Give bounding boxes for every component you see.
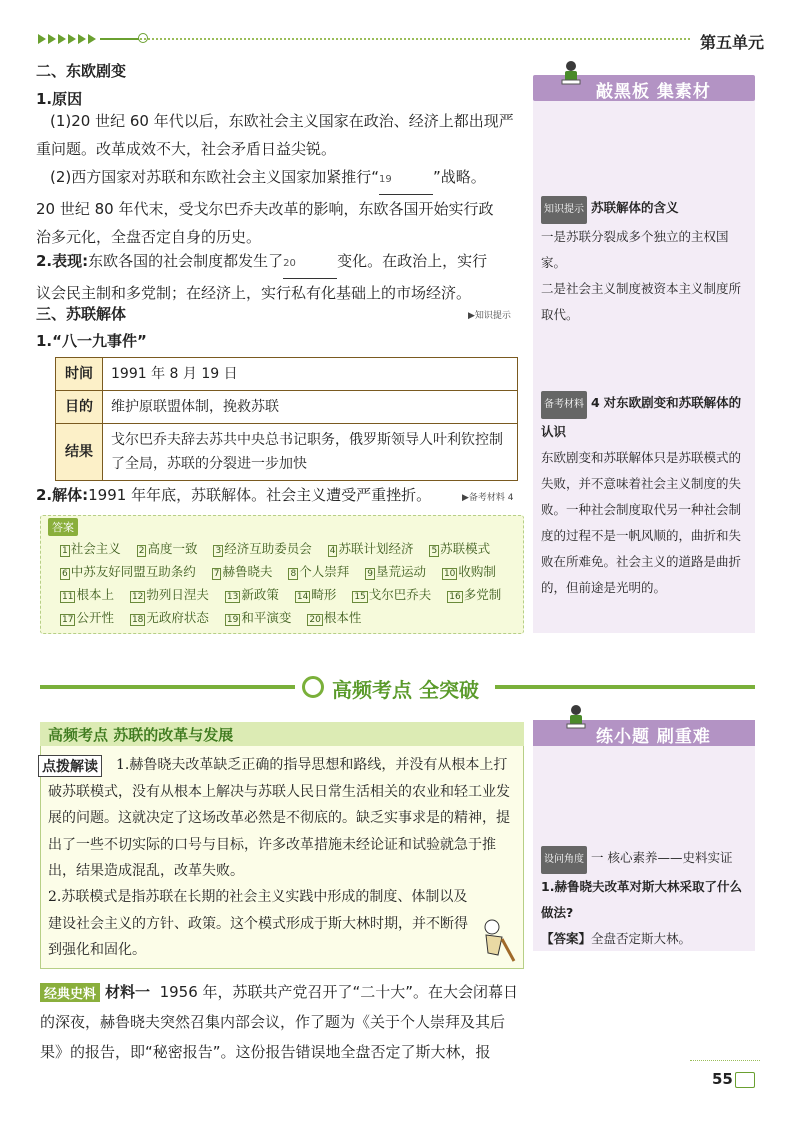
chevron-icon [88, 34, 96, 44]
answer-number: 6 [62, 569, 68, 579]
answer-item [442, 564, 502, 579]
answer-text: 根本上 [76, 587, 114, 602]
heading-disband: 2.解体: [36, 486, 89, 504]
table-header-cell: 时间 [56, 358, 103, 391]
answer-text: 无政府状态 [146, 610, 209, 625]
text: 变化。在政治上，实行 [337, 252, 488, 270]
line: (1)20 世纪 60 年代以后，东欧社会主义国家在政治、经济上都出现严 [50, 112, 514, 130]
fill-blank[interactable]: 20 [283, 250, 337, 279]
answer-item [447, 587, 507, 602]
line [541, 195, 749, 224]
answer-number: 14 [296, 592, 309, 602]
answer-label: 答案 [48, 518, 78, 536]
text: 东欧各国的社会制度都发生了 [88, 252, 284, 270]
answer-number: 11 [62, 592, 74, 602]
answer-item [60, 610, 120, 625]
line [541, 845, 749, 874]
answer-text: 中苏友好同盟互助条约 [70, 564, 196, 579]
answer-number: 2 [138, 546, 145, 556]
angle-text: 一 核心素养——史料实证 [590, 850, 733, 865]
analysis-label: 点拨解读 [38, 755, 102, 777]
answer-text: 戈尔巴乔夫 [368, 587, 432, 602]
practice-question [541, 845, 749, 952]
analysis-paragraph-1: 1.赫鲁晓夫改革缺乏正确的指导思想和路线，并没有从根本上打破苏联模式，没有从根本上解决与苏联人民日常生活相关的农业和轻工业发展的问题。这就决定了这场改革必然是不彻底的。缺乏实事求是的精神，提出了一些不切实际的口号与目标，许多改革措施未经论证和试验就急于推出，结果造成混乱，改革失败。 [48, 757, 510, 879]
sidebar-num: 4 [590, 395, 600, 410]
answer-item [60, 587, 120, 602]
answer-item [307, 610, 367, 625]
answer-number: 7 [213, 569, 220, 579]
answer-number: 19 [226, 615, 239, 625]
divider-title: 高频考点 全突破 [332, 678, 479, 702]
paragraph-disband [36, 481, 522, 509]
heading-performance: 2.表现: [36, 252, 89, 270]
sidebar-practice-title: 练小题 刷重难 [596, 727, 711, 747]
table-header-cell: 目的 [56, 391, 103, 424]
answer-text: 全盘否定斯大林。 [591, 931, 692, 946]
analysis-paragraph-2: 2.苏联模式是指苏联在长期的社会主义实践中形成的制度、体制以及建设社会主义的方针、政策。这个模式形成于斯大林时期，并不断得到强化和固化。 [48, 889, 468, 958]
line [36, 163, 522, 195]
answer-number: 9 [367, 569, 373, 579]
answer-number: 17 [62, 615, 74, 625]
answer-number: 1 [62, 546, 68, 556]
chevron-icon [48, 34, 56, 44]
text: ”战略。 [433, 168, 486, 186]
event-table [55, 357, 518, 481]
line: 重问题。改革成效不大，社会矛盾日益尖锐。 [36, 140, 337, 158]
sidebar-text: 一是苏联分裂成多个独立的主权国家。 [541, 229, 729, 270]
answer-text: 多党制 [463, 587, 502, 602]
sidebar-heading: 苏联解体的含义 [590, 200, 679, 215]
paragraph-performance [36, 247, 522, 307]
chevron-icon [58, 34, 66, 44]
header-rule-solid [100, 38, 140, 40]
divider-line-left [40, 685, 295, 689]
material-text: 1956 年，苏联共产党召开了“二十大”。在大会闭幕日的深夜，赫鲁晓夫突然召集内部会议，作了题为《关于个人崇拜及其后果》的报告，即“秘密报告”。这份报告错误地全盘否定了斯大林，报 [40, 983, 519, 1061]
answer-item [137, 541, 204, 556]
line [541, 390, 749, 445]
answer-item [295, 587, 342, 602]
exam-material-tag: 备考材料 [541, 391, 587, 419]
table-cell: 维护原联盟体制，挽救苏联 [103, 391, 518, 424]
answer-item [288, 564, 355, 579]
answer-item [328, 541, 420, 556]
header-dotted-rule [140, 38, 690, 40]
answer-item [352, 587, 437, 602]
answer-text: 新政策 [241, 587, 279, 602]
answer-text: 勃列日涅夫 [146, 587, 209, 602]
answer-text: 高度一致 [147, 541, 198, 556]
heading-819-event: 1.“八一九事件” [36, 332, 147, 350]
answer-item [429, 541, 496, 556]
table-cell: 1991 年 8 月 19 日 [103, 358, 518, 391]
sidebar-heading: 对东欧剧变和苏联解体的认识 [541, 395, 742, 439]
answer-item [212, 564, 279, 579]
line: 20 世纪 80 年代末，受戈尔巴乔夫改革的影响，东欧各国开始实行政 [36, 200, 494, 218]
answer-number: 15 [354, 592, 366, 602]
answer-text: 经济互助委员会 [224, 541, 312, 556]
answer-item [60, 564, 202, 579]
knowledge-hint-link[interactable]: ▶知识提示 [468, 311, 511, 321]
answer-number: 16 [449, 592, 461, 602]
answer-number: 10 [443, 569, 456, 579]
question-angle-tag: 设问角度 [541, 846, 587, 874]
answer-item [365, 564, 432, 579]
answer-item [130, 610, 215, 625]
reading-person-icon [560, 60, 582, 90]
answer-number: 12 [131, 592, 144, 602]
answer-text: 社会主义 [70, 541, 121, 556]
divider-line-right [495, 685, 755, 689]
sidebar-section-exam [541, 390, 749, 601]
paragraph-cause-2 [36, 163, 522, 251]
section-title-east-europe: 二、东欧剧变 [36, 62, 127, 80]
line [36, 247, 522, 279]
paragraph-cause-1 [36, 107, 522, 163]
answer-item [213, 541, 317, 556]
page-number: 55 [712, 1070, 733, 1088]
text: 1991 年年底，苏联解体。社会主义遭受严重挫折。 [88, 486, 432, 504]
table-row [56, 358, 518, 391]
page-rule [690, 1060, 760, 1061]
text: (2)西方国家对苏联和东欧社会主义国家加紧推行“ [50, 168, 380, 186]
chevron-icon [38, 34, 46, 44]
answer-text: 收购制 [458, 564, 496, 579]
table-row [56, 391, 518, 424]
answer-number: 13 [226, 592, 239, 602]
table-row [56, 424, 518, 481]
answer-text: 苏联模式 [440, 541, 491, 556]
answer-item [225, 610, 297, 625]
answer-text: 和平演变 [241, 610, 292, 625]
answer-text: 赫鲁晓夫 [222, 564, 273, 579]
key-point-title: 高频考点 苏联的改革与发展 [48, 726, 234, 744]
reading-person-icon [565, 704, 587, 734]
cartoon-figure-icon [478, 915, 518, 965]
classic-material-tag: 经典史料 [40, 983, 100, 1002]
sidebar-text: 东欧剧变和苏联解体只是苏联模式的失败，并不意味着社会主义制度的失败。一种社会制度取代另一种社会制度的过程不是一帆风顺的，曲折和失败在所难免。社会主义的道路是曲折的，但前途是光明的。 [541, 450, 742, 595]
book-icon [735, 1072, 755, 1088]
sidebar-section-knowledge [541, 195, 749, 328]
answer-number: 5 [431, 546, 438, 556]
answer-number: 8 [290, 569, 297, 579]
answer-number: 4 [329, 546, 336, 556]
answer-number: 18 [131, 615, 144, 625]
answer-list [60, 537, 520, 629]
knowledge-hint-tag: 知识提示 [541, 196, 587, 224]
answer-number: 3 [215, 546, 222, 556]
line: 治多元化，全盘否定自身的历史。 [36, 228, 262, 246]
answer-number: 20 [309, 615, 321, 625]
swirl-icon [302, 676, 324, 698]
answer-text: 畸形 [311, 587, 337, 602]
section-title-ussr-dissolution: 三、苏联解体 [36, 305, 127, 323]
material-label: 材料一 [105, 983, 151, 1001]
table-cell: 戈尔巴乔夫辞去苏共中央总书记职务，俄罗斯领导人叶利钦控制了全局，苏联的分裂进一步加快 [103, 424, 518, 481]
answer-item [130, 587, 215, 602]
unit-title: 第五单元 [700, 33, 765, 52]
sidebar-title: 敲黑板 集素材 [596, 82, 711, 102]
material-one-paragraph [40, 977, 524, 1067]
fill-blank[interactable]: 19 [379, 166, 433, 195]
answer-text: 苏联计划经济 [338, 541, 414, 556]
answer-label: 【答案】 [541, 931, 592, 946]
heading-cause: 1.原因 [36, 90, 83, 108]
line: 议会民主制和多党制；在经济上，实行私有化基础上的市场经济。 [36, 284, 472, 302]
line [541, 926, 749, 952]
table-header-cell: 结果 [56, 424, 103, 481]
chevron-icon [68, 34, 76, 44]
answer-item [60, 541, 127, 556]
exam-material-link[interactable]: ▶备考材料 4 [462, 493, 514, 503]
answer-text: 个人崇拜 [299, 564, 350, 579]
answer-text: 根本性 [323, 610, 362, 625]
chevron-icon [78, 34, 86, 44]
sidebar-text: 二是社会主义制度被资本主义制度所取代。 [541, 281, 742, 322]
answer-text: 公开性 [76, 610, 114, 625]
answer-item [225, 587, 285, 602]
question-text: 1.赫鲁晓夫改革对斯大林采取了什么做法? [541, 879, 742, 920]
answer-text: 垦荒运动 [375, 564, 426, 579]
